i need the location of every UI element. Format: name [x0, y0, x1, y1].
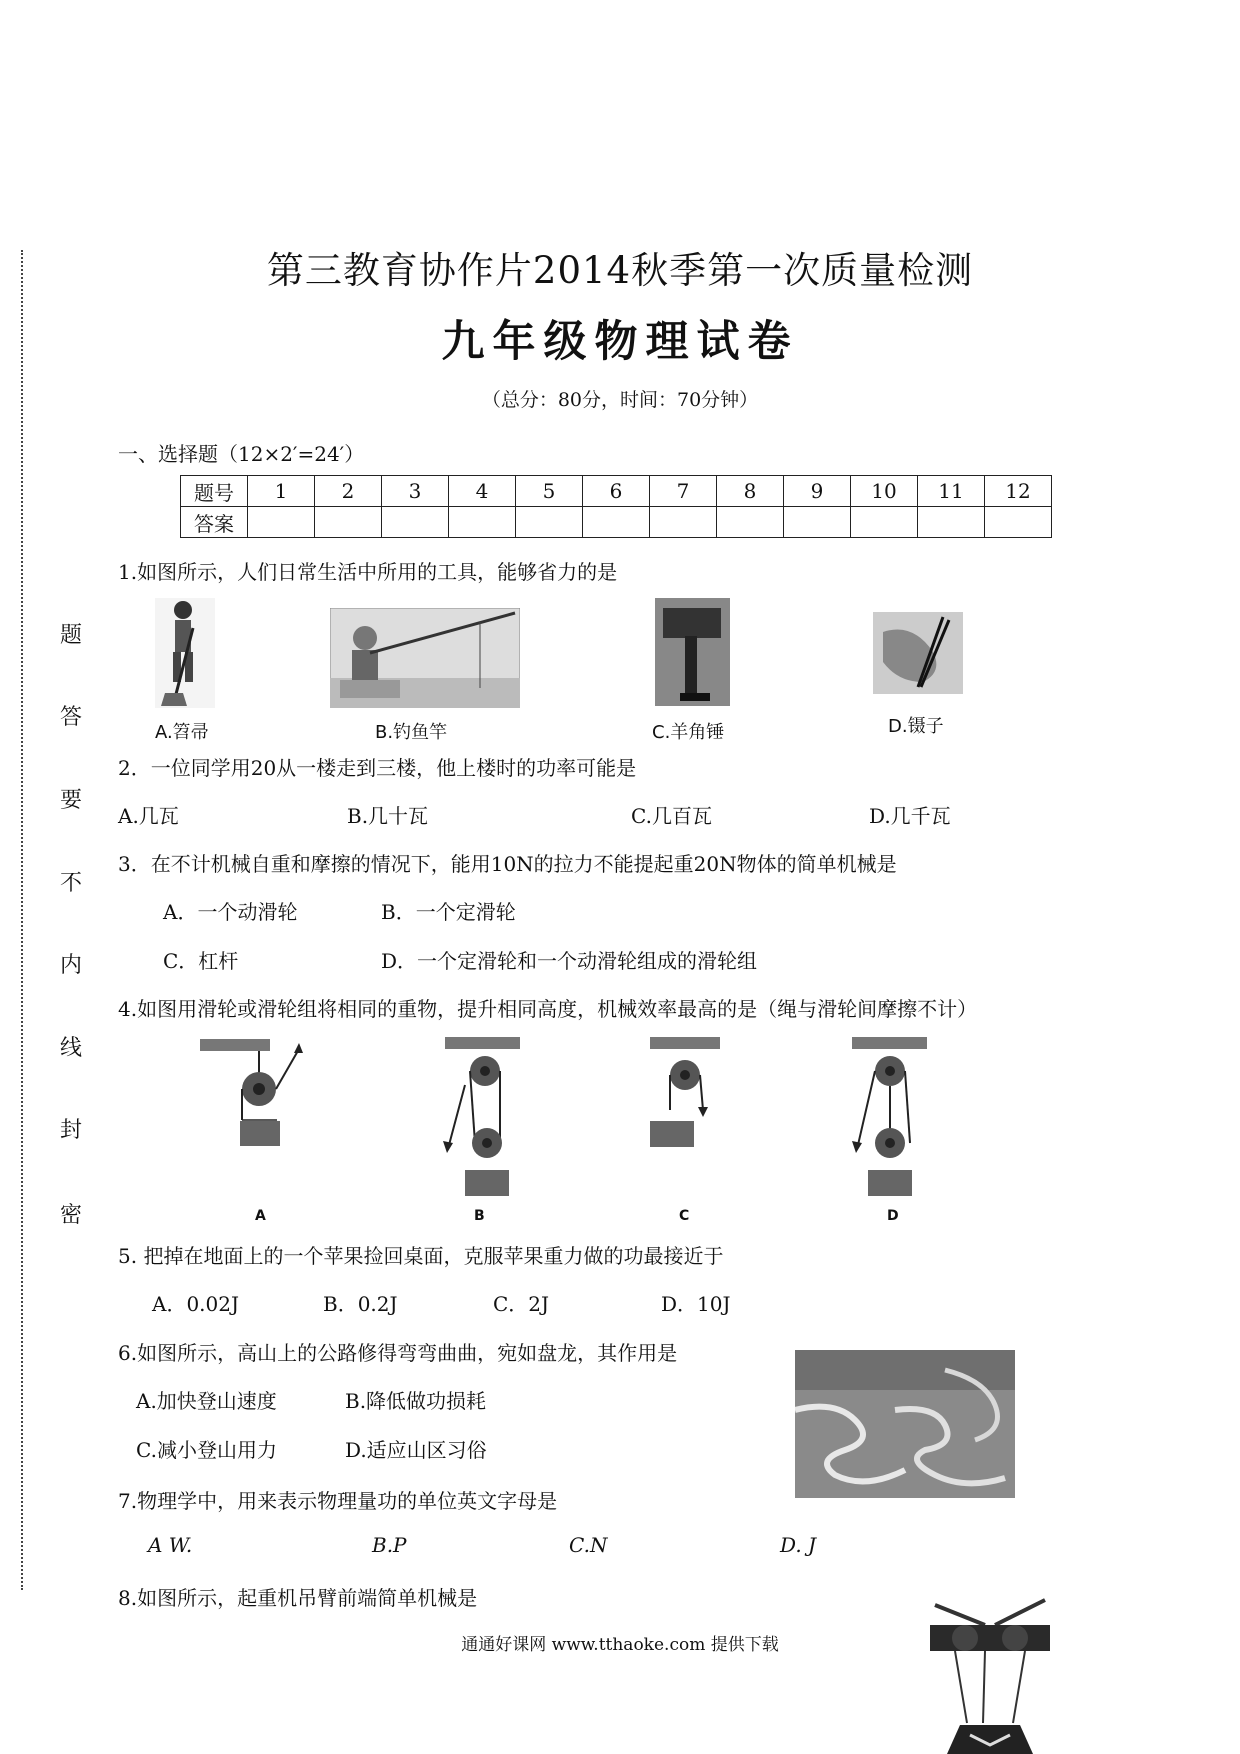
answer-cell[interactable] — [315, 507, 382, 538]
table-cell: 10 — [851, 476, 918, 507]
q6-option-c: C.减小登山用力 — [136, 1438, 277, 1462]
q2-option-d: D.几千瓦 — [869, 804, 951, 828]
seal-char-7: 封 — [60, 1118, 83, 1143]
seal-char-5: 内 — [60, 953, 83, 978]
seal-char-1: 题 — [60, 623, 83, 648]
q4-stem: 4.如图用滑轮或滑轮组将相同的重物，提升相同高度，机械效率最高的是（绳与滑轮间摩擦不计） — [118, 997, 978, 1021]
answer-table-number-row — [181, 476, 1052, 507]
answer-cell[interactable] — [382, 507, 449, 538]
answer-cell[interactable] — [985, 507, 1052, 538]
footer-source: 通通好课网 www.tthaoke.com 提供下载 — [461, 1635, 779, 1655]
q7-option-c: C.N — [569, 1533, 608, 1557]
q6-option-d: D.适应山区习俗 — [345, 1438, 487, 1462]
exam-title: 第三教育协作片2014秋季第一次质量检测 — [266, 249, 974, 292]
table-cell: 9 — [784, 476, 851, 507]
section-heading: 一、选择题（12×2′=24′） — [118, 442, 365, 466]
seal-char-2: 答 — [60, 705, 83, 730]
answer-cell[interactable] — [918, 507, 985, 538]
answer-cell[interactable] — [516, 507, 583, 538]
q3-option-d: D．一个定滑轮和一个动滑轮组成的滑轮组 — [381, 949, 758, 973]
answer-cell[interactable] — [248, 507, 315, 538]
row-label-number: 题号 — [181, 476, 248, 507]
q1-caption-c: C.羊角锤 — [652, 722, 725, 743]
table-cell: 2 — [315, 476, 382, 507]
q1-caption-b: B.钓鱼竿 — [375, 722, 448, 743]
exam-subtitle: 九年级物理试卷 — [441, 317, 799, 367]
q2-option-b: B.几十瓦 — [347, 804, 429, 828]
q5-stem: 5. 把掉在地面上的一个苹果捡回桌面，克服苹果重力做的功最接近于 — [118, 1244, 724, 1268]
q3-stem: 3．在不计机械自重和摩擦的情况下，能用10N的拉力不能提起重20N物体的简单机械是 — [118, 852, 897, 876]
q4-label-c: C — [679, 1208, 690, 1224]
q6-stem: 6.如图所示，高山上的公路修得弯弯曲曲，宛如盘龙，其作用是 — [118, 1341, 678, 1365]
pulley-diagram-c — [645, 1035, 735, 1155]
q1-caption-d: D.镊子 — [888, 716, 944, 737]
table-cell: 12 — [985, 476, 1052, 507]
q7-option-b: B.P — [372, 1533, 407, 1557]
pulley-diagram-b — [435, 1035, 545, 1200]
q2-option-c: C.几百瓦 — [631, 804, 712, 828]
table-cell: 4 — [449, 476, 516, 507]
answer-cell[interactable] — [717, 507, 784, 538]
q5-option-d: D．10J — [661, 1292, 731, 1316]
q7-option-d: D. J — [780, 1533, 817, 1557]
q5-option-a: A．0.02J — [152, 1292, 239, 1316]
table-cell: 11 — [918, 476, 985, 507]
answer-cell[interactable] — [583, 507, 650, 538]
table-cell: 8 — [717, 476, 784, 507]
q7-stem: 7.物理学中，用来表示物理量功的单位英文字母是 — [118, 1489, 558, 1513]
tweezers-image — [873, 612, 963, 694]
q7-option-a: A W. — [148, 1533, 193, 1557]
q2-option-a: A.几瓦 — [118, 804, 179, 828]
fishing-rod-image — [330, 608, 520, 708]
seal-char-6: 线 — [60, 1036, 83, 1061]
answer-cell[interactable] — [650, 507, 717, 538]
q2-stem: 2．一位同学用20从一楼走到三楼，他上楼时的功率可能是 — [118, 756, 637, 780]
mountain-road-photo — [795, 1350, 1015, 1498]
exam-info: （总分：80分，时间：70分钟） — [481, 389, 759, 411]
q6-option-b: B.降低做功损耗 — [345, 1389, 487, 1413]
claw-hammer-image — [655, 598, 730, 706]
seal-char-8: 密 — [60, 1203, 83, 1228]
table-cell: 7 — [650, 476, 717, 507]
binding-dotted-line — [21, 250, 23, 1590]
q3-option-b: B．一个定滑轮 — [381, 900, 516, 924]
q5-option-b: B．0.2J — [323, 1292, 398, 1316]
q3-option-a: A．一个动滑轮 — [163, 900, 298, 924]
q1-caption-a: A.笤帚 — [155, 722, 209, 743]
q4-label-b: B — [474, 1208, 485, 1224]
crane-hook-image — [925, 1595, 1055, 1754]
seal-char-4: 不 — [60, 871, 83, 896]
broom-person-image — [155, 598, 215, 708]
table-cell: 6 — [583, 476, 650, 507]
table-cell: 1 — [248, 476, 315, 507]
q4-label-d: D — [887, 1208, 899, 1224]
pulley-diagram-d — [850, 1035, 960, 1200]
table-cell: 5 — [516, 476, 583, 507]
seal-char-3: 要 — [60, 788, 83, 813]
answer-table — [180, 475, 1052, 538]
q6-option-a: A.加快登山速度 — [136, 1389, 277, 1413]
q8-stem: 8.如图所示，起重机吊臂前端简单机械是 — [118, 1586, 478, 1610]
answer-table-answer-row — [181, 507, 1052, 538]
answer-cell[interactable] — [784, 507, 851, 538]
pulley-diagram-a — [195, 1035, 315, 1150]
answer-cell[interactable] — [449, 507, 516, 538]
table-cell: 3 — [382, 476, 449, 507]
q4-label-a: A — [255, 1208, 266, 1224]
row-label-answer: 答案 — [181, 507, 248, 538]
answer-cell[interactable] — [851, 507, 918, 538]
q1-stem: 1.如图所示，人们日常生活中所用的工具，能够省力的是 — [118, 560, 618, 584]
q5-option-c: C．2J — [493, 1292, 550, 1316]
q3-option-c: C．杠杆 — [163, 949, 239, 973]
